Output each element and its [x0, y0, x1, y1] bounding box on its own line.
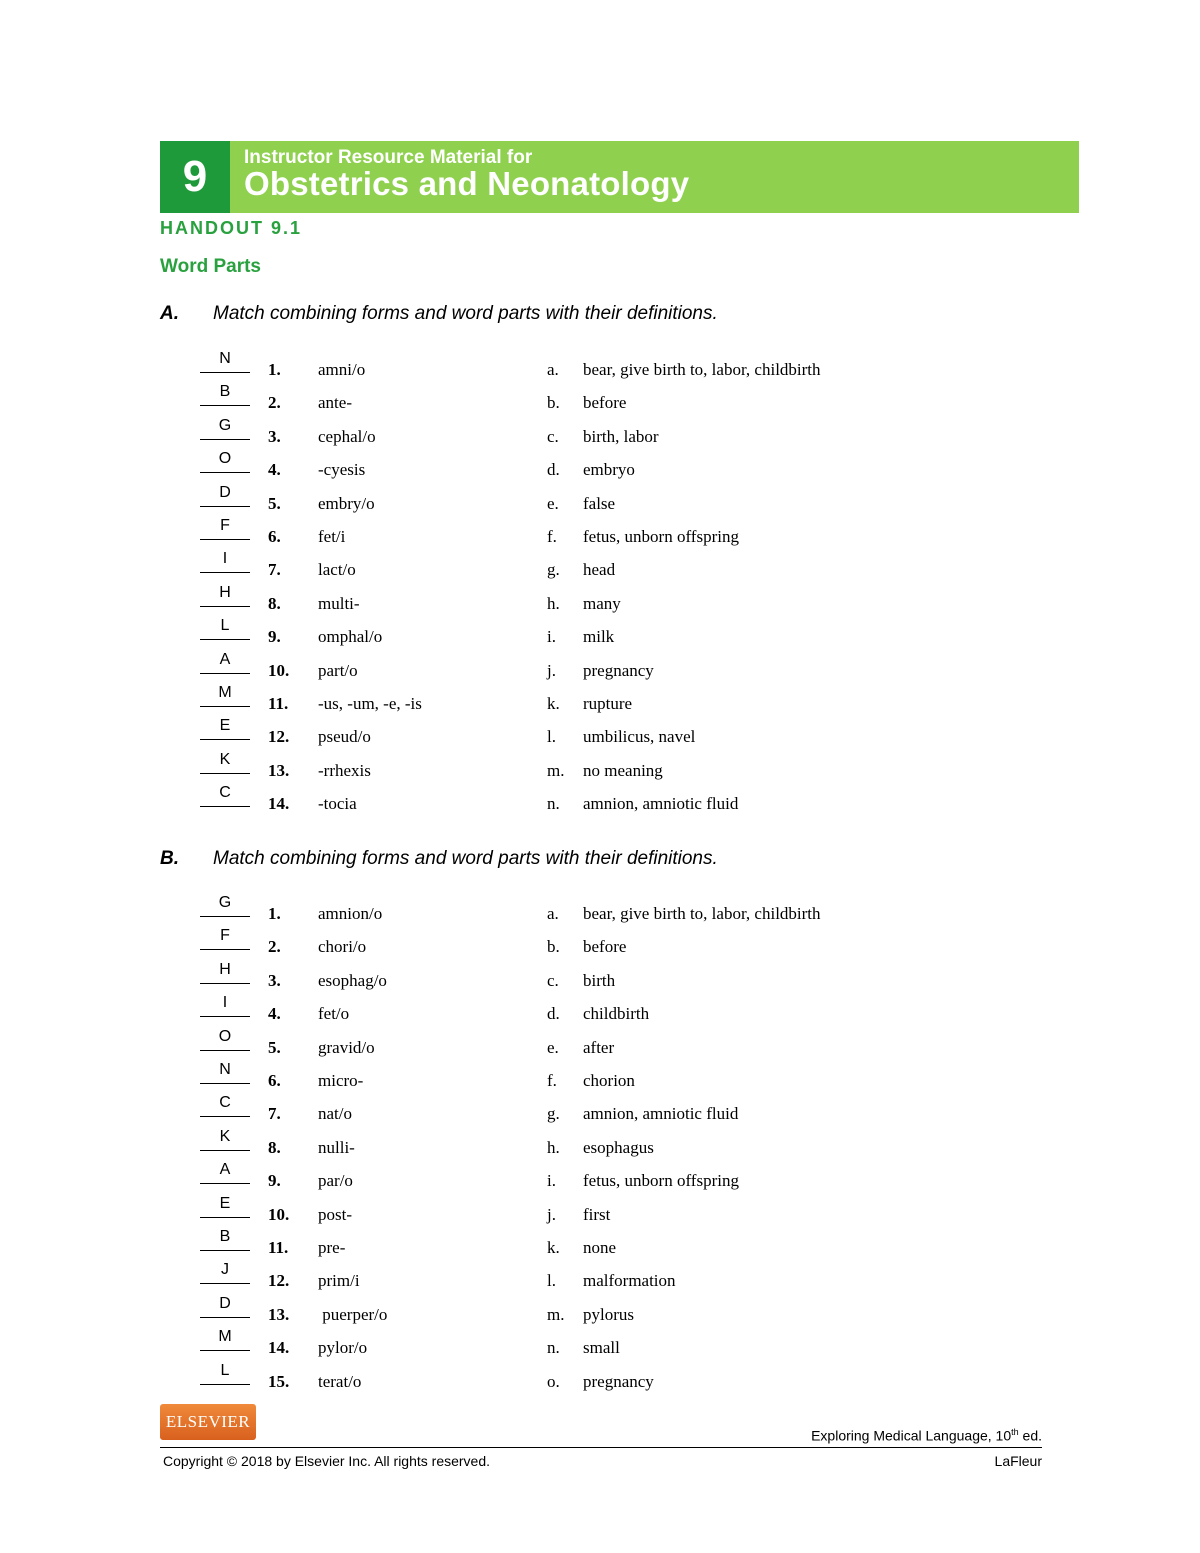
word-part: puerper/o: [318, 1304, 388, 1324]
definition-letter: l.: [547, 1271, 556, 1291]
item-number: 11.: [268, 1238, 289, 1257]
word-part: terat/o: [318, 1371, 362, 1391]
answer-blank[interactable]: F: [200, 929, 250, 950]
definition-letter: h.: [547, 1137, 560, 1157]
definition: first: [583, 1204, 611, 1224]
definition: head: [583, 560, 616, 580]
definition: pylorus: [583, 1304, 634, 1324]
list-item: [0, 786, 1200, 819]
answer-blank[interactable]: E: [200, 1197, 250, 1218]
definition-letter: m.: [547, 760, 565, 780]
item-number: 4.: [268, 1004, 281, 1024]
answer-blank[interactable]: G: [200, 896, 250, 917]
answer-blank[interactable]: C: [200, 786, 250, 807]
chapter-banner: [160, 141, 1079, 213]
definition-letter: i.: [547, 1171, 556, 1191]
definition-letter: g.: [547, 1104, 560, 1124]
answer-blank[interactable]: K: [200, 753, 250, 774]
banner-subtitle: Instructor Resource Material for: [244, 147, 533, 168]
definition-letter: e.: [547, 1037, 559, 1057]
item-number: 13.: [268, 760, 290, 780]
list-item: [0, 1096, 1200, 1129]
item-number: 8.: [268, 593, 281, 613]
definition-letter: d.: [547, 460, 560, 480]
word-part: micro-: [318, 1071, 364, 1090]
item-number: 6.: [268, 527, 281, 546]
word-part: embry/o: [318, 493, 375, 513]
author: LaFleur: [994, 1453, 1042, 1469]
definition: many: [583, 593, 621, 613]
word-part: nulli-: [318, 1137, 355, 1157]
item-number: 4.: [268, 460, 281, 480]
word-part: -us, -um, -e, -is: [318, 694, 422, 713]
definition: before: [583, 393, 627, 413]
word-part: chori/o: [318, 937, 367, 957]
word-part: amnion/o: [318, 904, 383, 923]
answer-blank[interactable]: I: [200, 552, 250, 573]
list-item: [0, 1263, 1200, 1296]
copyright: Copyright © 2018 by Elsevier Inc. All rights reserved.: [163, 1453, 491, 1469]
item-number: 9.: [268, 627, 281, 647]
definition: fetus, unborn offspring: [583, 1171, 739, 1191]
word-part: post-: [318, 1204, 352, 1224]
answer-blank[interactable]: M: [200, 1330, 250, 1351]
list-item: [0, 519, 1200, 552]
definition: birth, labor: [583, 426, 659, 446]
section-b-text: Match combining forms and word parts with their definitions.: [213, 848, 718, 869]
list-item: [0, 1127, 1200, 1163]
definition-letter: c.: [547, 970, 559, 990]
answer-blank[interactable]: I: [200, 996, 250, 1017]
word-part: -tocia: [318, 794, 357, 814]
answer-blank[interactable]: E: [200, 719, 250, 740]
definition-letter: o.: [547, 1371, 560, 1391]
list-item: [0, 750, 1200, 786]
answer-blank[interactable]: O: [200, 1030, 250, 1051]
definition: none: [583, 1238, 617, 1257]
word-part: amni/o: [318, 360, 366, 379]
handout-label: HANDOUT 9.1: [160, 218, 303, 238]
definition-letter: k.: [547, 694, 560, 713]
list-item: [0, 686, 1200, 719]
section-b-label: B.: [160, 848, 179, 869]
definition-letter: n.: [547, 1338, 560, 1358]
answer-blank[interactable]: N: [200, 352, 250, 373]
list-item: [0, 483, 1200, 519]
answer-blank[interactable]: M: [200, 686, 250, 707]
item-number: 12.: [268, 1271, 290, 1291]
definition: before: [583, 937, 627, 957]
item-number: 7.: [268, 560, 281, 580]
word-part: fet/o: [318, 1004, 350, 1024]
edition-suffix: ed.: [1018, 1427, 1042, 1444]
list-item: [0, 583, 1200, 619]
definition-letter: m.: [547, 1304, 565, 1324]
word-part: fet/i: [318, 527, 346, 546]
list-item: [0, 960, 1200, 996]
answer-blank[interactable]: G: [200, 419, 250, 440]
word-part: esophag/o: [318, 970, 387, 990]
definition: amnion, amniotic fluid: [583, 794, 739, 814]
item-number: 11.: [268, 694, 289, 713]
item-number: 14.: [268, 794, 290, 814]
item-number: 10.: [268, 660, 290, 680]
list-item: [0, 385, 1200, 418]
answer-blank[interactable]: A: [200, 1163, 250, 1184]
definition: amnion, amniotic fluid: [583, 1104, 739, 1124]
word-part: part/o: [318, 660, 358, 680]
definition-letter: i.: [547, 627, 556, 647]
list-item: [0, 619, 1200, 652]
list-item: [0, 719, 1200, 752]
list-item: [0, 1361, 1200, 1397]
word-part: -rrhexis: [318, 760, 371, 780]
section-a-text: Match combining forms and word parts with their definitions.: [213, 303, 718, 324]
word-part: prim/i: [318, 1271, 360, 1291]
list-item: [0, 996, 1200, 1029]
item-number: 5.: [268, 493, 281, 513]
list-item: [0, 1330, 1200, 1363]
definition: milk: [583, 627, 615, 647]
list-item: [0, 650, 1200, 686]
answer-blank[interactable]: L: [200, 1364, 250, 1385]
item-number: 3.: [268, 970, 281, 990]
definition: chorion: [583, 1071, 635, 1090]
answer-blank[interactable]: D: [200, 1297, 250, 1318]
definition: umbilicus, navel: [583, 727, 696, 747]
section-heading: Word Parts: [160, 256, 262, 277]
answer-blank[interactable]: L: [200, 619, 250, 640]
definition-letter: l.: [547, 727, 556, 747]
definition: small: [583, 1338, 620, 1358]
word-part: pylor/o: [318, 1338, 368, 1358]
edition-superscript: th: [1011, 1427, 1019, 1437]
definition: childbirth: [583, 1004, 650, 1024]
answer-blank[interactable]: A: [200, 653, 250, 674]
definition-letter: f.: [547, 1071, 557, 1090]
word-part: pseud/o: [318, 727, 371, 747]
answer-blank[interactable]: D: [200, 486, 250, 507]
item-number: 10.: [268, 1204, 290, 1224]
definition-letter: e.: [547, 493, 559, 513]
answer-blank[interactable]: C: [200, 1096, 250, 1117]
answer-blank[interactable]: F: [200, 519, 250, 540]
banner-title: Obstetrics and Neonatology: [244, 165, 690, 202]
item-number: 9.: [268, 1171, 281, 1191]
word-part: pre-: [318, 1238, 346, 1257]
definition-letter: f.: [547, 527, 557, 546]
answer-blank[interactable]: H: [200, 586, 250, 607]
word-part: nat/o: [318, 1104, 352, 1124]
answer-blank[interactable]: N: [200, 1063, 250, 1084]
item-number: 15.: [268, 1371, 290, 1391]
section-a-label: A.: [160, 303, 179, 324]
definition: malformation: [583, 1271, 676, 1291]
word-part: multi-: [318, 593, 360, 613]
definition: bear, give birth to, labor, childbirth: [583, 360, 821, 379]
definition-letter: n.: [547, 794, 560, 814]
definition-letter: j.: [547, 1204, 556, 1224]
footer-divider: [160, 1447, 1042, 1448]
item-number: 12.: [268, 727, 290, 747]
item-number: 13.: [268, 1304, 290, 1324]
list-item: [0, 896, 1200, 929]
definition: after: [583, 1037, 615, 1057]
item-number: 2.: [268, 393, 281, 413]
word-part: omphal/o: [318, 627, 383, 647]
list-item: [0, 1027, 1200, 1063]
answer-blank[interactable]: O: [200, 452, 250, 473]
chapter-number: 9: [160, 141, 230, 213]
definition-letter: j.: [547, 660, 556, 680]
word-part: par/o: [318, 1171, 353, 1191]
definition-letter: c.: [547, 426, 559, 446]
item-number: 2.: [268, 937, 281, 957]
list-item: [0, 352, 1200, 385]
definition-letter: g.: [547, 560, 560, 580]
list-item: [0, 1294, 1200, 1330]
list-item: [0, 552, 1200, 585]
word-part: ante-: [318, 393, 352, 413]
definition-letter: d.: [547, 1004, 560, 1024]
item-number: 8.: [268, 1137, 281, 1157]
item-number: 14.: [268, 1338, 290, 1358]
definition-letter: h.: [547, 593, 560, 613]
item-number: 1.: [268, 904, 281, 923]
item-number: 7.: [268, 1104, 281, 1124]
elsevier-logo: ELSEVIER: [160, 1404, 256, 1440]
definition: esophagus: [583, 1137, 654, 1157]
definition: embryo: [583, 460, 635, 480]
list-item: [0, 1163, 1200, 1196]
definition-letter: a.: [547, 904, 559, 923]
answer-blank[interactable]: J: [200, 1263, 250, 1284]
list-item: [0, 1063, 1200, 1096]
list-item: [0, 1194, 1200, 1230]
definition-letter: b.: [547, 393, 560, 413]
definition: pregnancy: [583, 660, 654, 680]
word-part: cephal/o: [318, 426, 376, 446]
definition: no meaning: [583, 760, 663, 780]
definition-letter: k.: [547, 1238, 560, 1257]
book-title-text: Exploring Medical Language, 10: [811, 1427, 1012, 1444]
list-item: [0, 452, 1200, 485]
definition: false: [583, 493, 616, 513]
word-part: gravid/o: [318, 1037, 375, 1057]
item-number: 6.: [268, 1071, 281, 1090]
definition: fetus, unborn offspring: [583, 527, 739, 546]
answer-blank[interactable]: B: [200, 1230, 250, 1251]
word-part: lact/o: [318, 560, 356, 580]
definition: bear, give birth to, labor, childbirth: [583, 904, 821, 923]
book-title: [811, 1427, 1042, 1444]
list-item: [0, 1230, 1200, 1263]
item-number: 3.: [268, 426, 281, 446]
definition-letter: b.: [547, 937, 560, 957]
item-number: 1.: [268, 360, 281, 379]
definition: birth: [583, 970, 616, 990]
list-item: [0, 416, 1200, 452]
answer-blank[interactable]: H: [200, 963, 250, 984]
definition: pregnancy: [583, 1371, 654, 1391]
definition: rupture: [583, 694, 633, 713]
item-number: 5.: [268, 1037, 281, 1057]
list-item: [0, 929, 1200, 962]
definition-letter: a.: [547, 360, 559, 379]
word-part: -cyesis: [318, 460, 366, 480]
answer-blank[interactable]: K: [200, 1130, 250, 1151]
answer-blank[interactable]: B: [200, 385, 250, 406]
